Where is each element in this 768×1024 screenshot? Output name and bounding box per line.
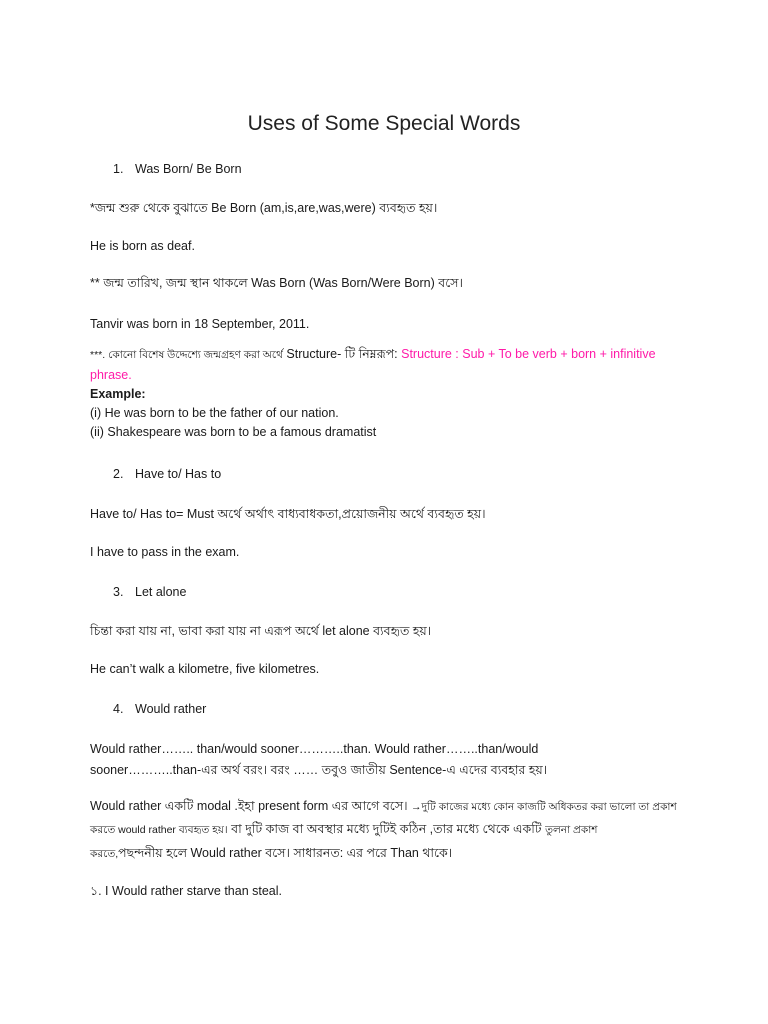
structure-prefix: ***. কোনাে বিশেষ উদ্দেশ্যে জন্মগ্রহণ করা অর্থে [90, 349, 283, 361]
text-run-small: →দুটি কাজের মধ্যে কোন কাজটি অধিকতর করা ভালাে তা প্রকাশ [411, 801, 677, 813]
section-heading-was-born [113, 160, 242, 178]
text-run-small: করতে, [90, 848, 119, 860]
structure-formula-cont: phrase. [90, 368, 132, 382]
section-title: Have to/ Has to [135, 467, 222, 481]
section-number: 1. [113, 162, 124, 176]
section-title: Would rather [135, 702, 207, 716]
paragraph-line: Would rather…….. than/would sooner………..than. Would rather……..than/would [90, 742, 539, 756]
section-heading-have-to [113, 465, 221, 483]
paragraph-line: sooner………..than-এর অর্থ বরং। বরং …… তবুও জাতীয় Sentence-এ এদের ব্যবহার হয়। [90, 763, 548, 777]
example-label: Example: [90, 387, 146, 401]
section-heading-let-alone [113, 583, 186, 601]
paragraph: ** জন্ম তারিখ, জন্ম স্থান থাকলে Was Born (Was Born/Were Born) বসে। [90, 276, 463, 290]
text-run: পছন্দনীয় হলে Would rather বসে। সাধারনত: এর পরে Than থাকে। [118, 846, 453, 860]
structure-mid: Structure- টি নিম্নরূপ: [282, 347, 402, 361]
text-run-small: করতে would rather ব্যবহৃত হয়। [90, 824, 228, 836]
example-item: (ii) Shakespeare was born to be a famous dramatist [90, 425, 377, 439]
section-title: Let alone [135, 585, 187, 599]
example-sentence: Tanvir was born in 18 September, 2011. [90, 317, 310, 331]
example-sentence: He can’t walk a kilometre, five kilometres. [90, 662, 320, 676]
text-run: Would rather একটি modal .ইহা present form এর আগে বসে। [90, 799, 412, 813]
paragraph-line [90, 844, 452, 863]
section-title: Was Born/ Be Born [135, 162, 242, 176]
paragraph: *জন্ম শুরু থেকে বুঝাতে Be Born (am,is,are,was,were) ব্যবহৃত হয়। [90, 201, 438, 215]
paragraph: চিন্তা করা যায় না, ভাবা করা যায় না এরূপ অর্থে let alone ব্যবহৃত হয়। [90, 624, 432, 638]
text-run: বা দুটি কাজ বা অবস্থার মধ্যে দুটিই কঠিন ,তার মধ্যে থেকে একটি [227, 822, 546, 836]
structure-formula: Structure : Sub + To be verb + born + infinitive [401, 347, 656, 361]
example-sentence: I have to pass in the exam. [90, 545, 240, 559]
structure-line [90, 345, 656, 364]
paragraph: Have to/ Has to= Must অর্থে অর্থাৎ বাধ্যবাধকতা,প্রয়োজনীয় অর্থে ব্যবহৃত হয়। [90, 507, 486, 521]
page-title: Uses of Some Special Words [247, 112, 521, 135]
example-item: (i) He was born to be the father of our nation. [90, 406, 339, 420]
paragraph-line [90, 797, 677, 816]
section-number: 2. [113, 467, 124, 481]
example-sentence: ১. I Would rather starve than steal. [90, 884, 282, 898]
text-run-small: তুলনা প্রকাশ [545, 824, 598, 836]
section-number: 3. [113, 585, 124, 599]
section-number: 4. [113, 702, 124, 716]
paragraph-line [90, 820, 597, 839]
example-sentence: He is born as deaf. [90, 239, 195, 253]
section-heading-would-rather [113, 700, 206, 718]
